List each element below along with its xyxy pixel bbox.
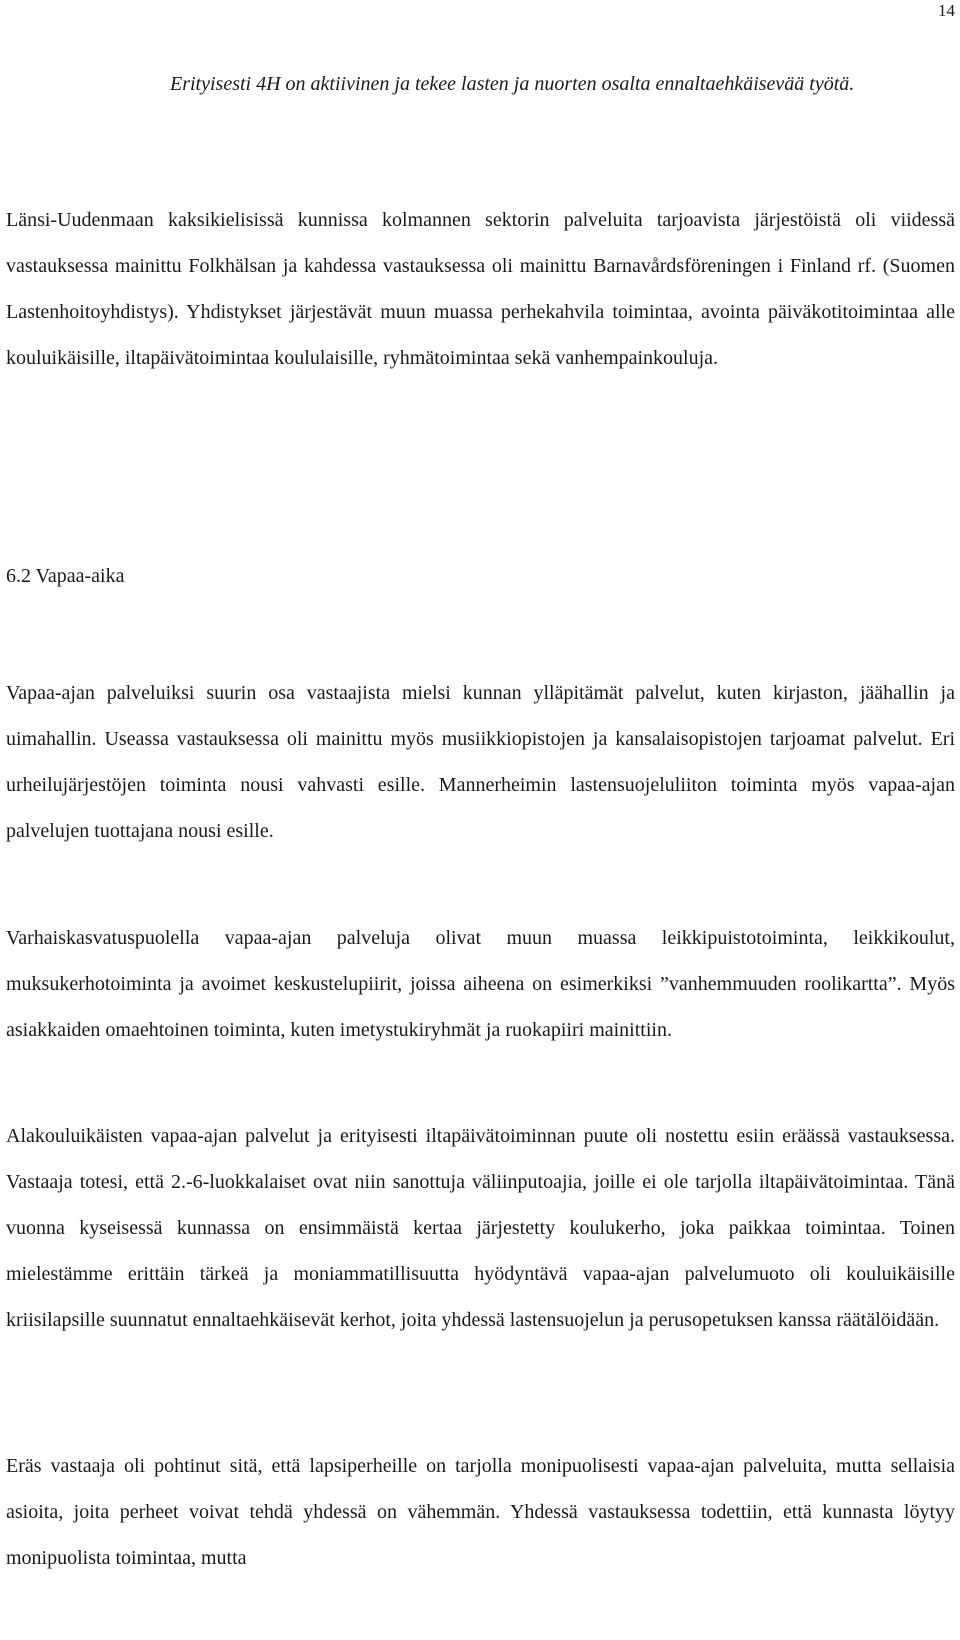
paragraph-family-activities: Eräs vastaaja oli pohtinut sitä, että lapsiperheille on tarjolla monipuolisesti vapaa-ajan palveluita, mutta sellaisia asioita, joita perheet voivat tehdä yhdessä on vähemmän. Yhdessä vastauksessa todettiin, että kunnasta löytyy monipuolista toimintaa, mutta	[6, 1455, 955, 1569]
paragraph-leisure-services: Vapaa-ajan palveluiksi suurin osa vastaajista mielsi kunnan ylläpitämät palvelut, kuten kirjaston, jäähallin ja uimahallin. Useassa vastauksessa oli mainittu myös musiikkiopistojen ja kansalaisopistojen tarjoamat palvelut. Eri urheilujärjestöjen toiminta nousi vahvasti esille. Mannerheimin lastensuojeluliiton toiminta myös vapaa-ajan palvelujen tuottajana nousi esille.	[6, 682, 955, 842]
intro-italic-paragraph: Erityisesti 4H on aktiivinen ja tekee lasten ja nuorten osalta ennaltaehkäisevää työtä.	[170, 73, 855, 95]
paragraph-third-sector: Länsi-Uudenmaan kaksikielisissä kunnissa kolmannen sektorin palveluita tarjoavista järjestöistä oli viidessä vastauksessa mainittu Folkhälsan ja kahdessa vastauksessa oli mainittu Barnavårdsföreningen i Finland rf. (Suomen Lastenhoitoyhdistys). Yhdistykset järjestävät muun muassa perhekahvila toimintaa, avointa päiväkotitoimintaa alle kouluikäisille, iltapäivätoimintaa koululaisille, ryhmätoimintaa sekä vanhempainkouluja.	[6, 209, 955, 369]
section-heading: 6.2 Vapaa-aika	[6, 565, 125, 587]
paragraph-school-age: Alakouluikäisten vapaa-ajan palvelut ja erityisesti iltapäivätoiminnan puute oli nostettu esiin eräässä vastauksessa. Vastaaja totesi, että 2.-6-luokkalaiset ovat niin sanottuja väliinputoajia, joille ei ole tarjolla iltapäivätoimintaa. Tänä vuonna kyseisessä kunnassa on ensimmäistä kertaa järjestetty koulukerho, joka paikkaa toimintaa. Toinen mielestämme erittäin tärkeä ja moniammatillisuutta hyödyntävä vapaa-ajan palvelumuoto oli kouluikäisille kriisilapsille suunnatut ennaltaehkäisevät kerhot, joita yhdessä lastensuojelun ja perusopetuksen kanssa räätälöidään.	[6, 1125, 955, 1331]
paragraph-early-education: Varhaiskasvatuspuolella vapaa-ajan palveluja olivat muun muassa leikkipuistotoiminta, leikkikoulut, muksukerhotoiminta ja avoimet keskustelupiirit, joissa aiheena on esimerkiksi ”vanhemmuuden roolikartta”. Myös asiakkaiden omaehtoinen toiminta, kuten imetystukiryhmät ja ruokapiiri mainittiin.	[6, 927, 955, 1041]
page-number: 14	[938, 1, 955, 20]
